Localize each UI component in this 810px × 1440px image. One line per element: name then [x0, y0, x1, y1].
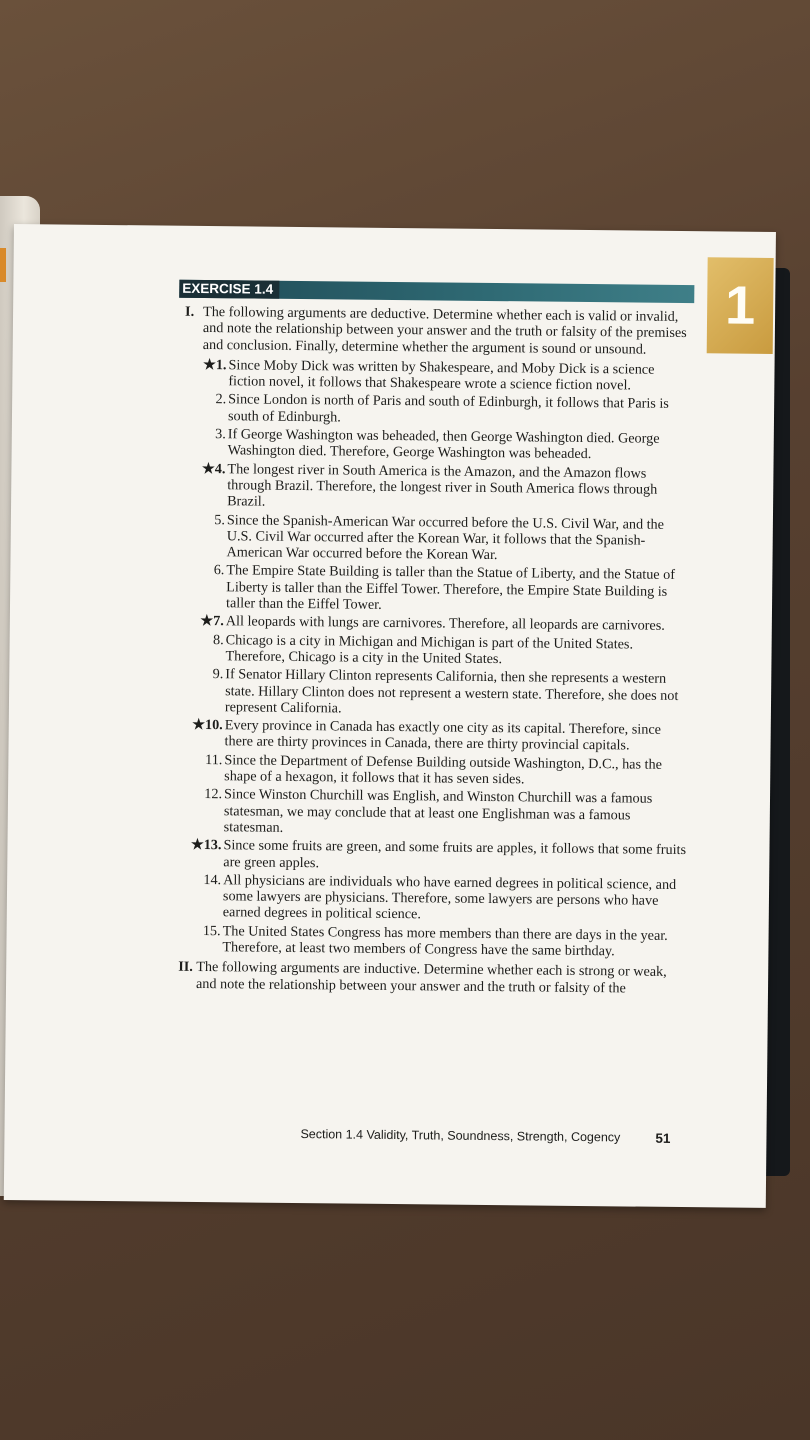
exercise-heading-bar — [179, 280, 694, 303]
exercise-item-number: ★13. — [190, 837, 222, 854]
exercise-item — [175, 666, 690, 720]
exercise-item-text: Since Moby Dick was written by Shakespeare, and Moby Dick is a science fiction novel, it follows that Shakespeare wrote a science fiction novel. — [228, 357, 655, 394]
chapter-tab: 1 — [707, 257, 774, 354]
exercise-item — [173, 871, 688, 925]
exercise-item-number: 2. — [215, 391, 227, 408]
exercise-item — [178, 391, 693, 429]
exercise-item — [174, 786, 689, 840]
exercise-item-text: Since the Spanish-American War occurred before the U.S. Civil War, and the U.S. Civil War occurred after the Korean War, it follows that the Spanish-American War occurred before the Korean War. — [226, 511, 665, 564]
exercise-item — [174, 751, 689, 789]
exercise-item — [176, 562, 691, 616]
exercise-item-text: Chicago is a city in Michigan and Michigan is part of the United States. Therefore, Chicago is a city in the United States. — [225, 631, 634, 668]
exercise-item-number: 14. — [203, 871, 222, 889]
exercise-item — [173, 837, 688, 875]
part-1-number: I. — [185, 303, 195, 320]
exercise-item-number: 5. — [214, 511, 225, 528]
exercise-list — [172, 357, 693, 961]
exercise-item-number: 9. — [212, 666, 224, 683]
exercise-item-number: ★4. — [201, 460, 226, 477]
page-footer — [300, 1127, 670, 1145]
exercise-item-text: Since London is north of Paris and south of Edinburgh, it follows that Paris is south of Edinburgh. — [227, 391, 669, 426]
exercise-item-number: 6. — [213, 562, 225, 579]
exercise-item-text: All leopards with lungs are carnivores. Therefore, all leopards are carnivores. — [225, 613, 665, 635]
exercise-item — [175, 717, 690, 755]
exercise-item-number: ★1. — [203, 356, 227, 374]
exercise-item — [172, 922, 687, 960]
part-2-number: II. — [178, 959, 193, 976]
exercise-item — [178, 357, 693, 395]
footer-section-title: Section 1.4 Validity, Truth, Soundness, Strength, Cogency — [300, 1127, 621, 1145]
left-page-tab-edge — [0, 248, 6, 282]
part-1-text: The following arguments are deductive. Determine whether each is valid or invalid, and note the relationship between your answer and the truth or falsity of the premises and conclusion. Finally, determine whether the argument is sound or unsound. — [202, 303, 687, 358]
exercise-item-text: Since the Department of Defense Building outside Washington, D.C., has the shape of a hexagon, it follows that it has seven sides. — [224, 751, 663, 788]
exercise-item-text: If George Washington was beheaded, then George Washington died. George Washington died. Therefore, George Washington was beheaded. — [227, 426, 660, 463]
exercise-item-text: Every province in Canada has exactly one city as its capital. Therefore, since there are thirty provinces in Canada, there are thirty provincial capitals. — [224, 717, 662, 754]
exercise-item-text: All physicians are individuals who have earned degrees in political science, and some lawyers are physicians. Therefore, some lawyers are persons who have earned degrees in political science. — [222, 872, 677, 923]
exercise-item — [178, 426, 693, 464]
exercise-item-text: If Senator Hillary Clinton represents California, then she represents a western state. Hillary Clinton does not represent a western state. Therefore, she does not represent California. — [224, 666, 679, 717]
textbook-page — [4, 224, 776, 1208]
exercise-item-number: 11. — [205, 751, 223, 768]
exercise-item — [177, 460, 692, 514]
page-content — [172, 280, 694, 1001]
exercise-item-number: 8. — [212, 631, 224, 648]
exercise-heading: EXERCISE 1.4 — [179, 280, 279, 299]
exercise-item — [175, 631, 690, 669]
exercise-item-text: Since some fruits are green, and some fruits are apples, it follows that some fruits are green apples. — [223, 837, 687, 871]
part-1-instructions — [179, 304, 694, 358]
exercise-item-text: The Empire State Building is taller than the Statue of Liberty, and the Statue of Liberty is taller than the Eiffel Tower. Therefore, the Empire State Building is taller than the Eiffel Tower. — [225, 562, 676, 613]
page-number: 51 — [655, 1130, 671, 1146]
exercise-item-number: 3. — [215, 426, 226, 443]
exercise-item-number: 12. — [204, 786, 223, 803]
part-2-text: The following arguments are inductive. Determine whether each is strong or weak, and note the relationship between your answer and the truth or falsity of the — [195, 959, 667, 997]
exercise-item-text: The United States Congress has more members than there are days in the year. Therefore, at least two members of Congress have the same birthday. — [222, 922, 668, 960]
part-2-instructions — [172, 959, 687, 997]
exercise-item-number: ★10. — [192, 717, 223, 734]
exercise-item-text: The longest river in South America is the Amazon, and the Amazon flows through Brazil. Therefore, the longest river in South America flows through Brazil. — [227, 460, 658, 510]
exercise-item — [176, 511, 691, 565]
exercise-item-text: Since Winston Churchill was English, and Winston Churchill was a famous statesman, we may conclude that at least one Englishman was a famous statesman. — [223, 786, 653, 836]
exercise-item-number: ★7. — [200, 613, 224, 630]
exercise-item-number: 15. — [202, 922, 221, 939]
